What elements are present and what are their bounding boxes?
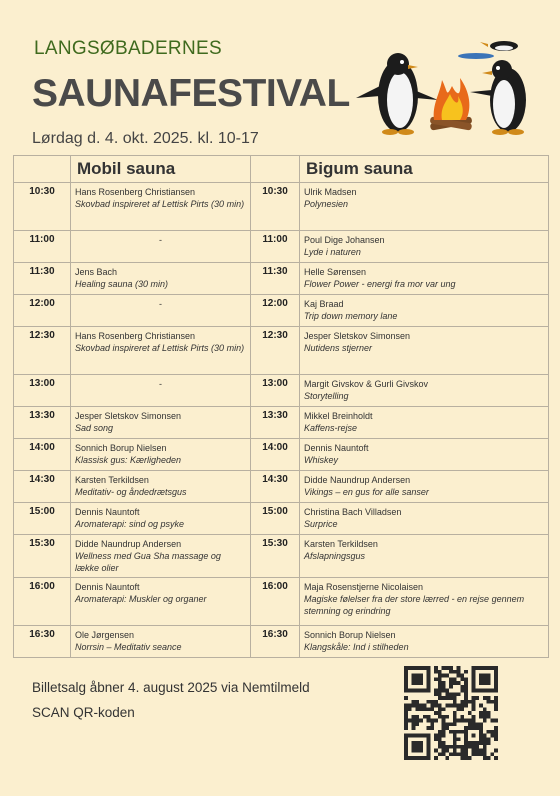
time-slot: 13:30 (14, 407, 71, 439)
qr-code[interactable] (404, 666, 498, 760)
time-slot: 13:30 (251, 407, 300, 439)
session-title: Nutidens stjerner (304, 343, 373, 353)
session-cell-mobil (71, 439, 251, 471)
session-host: Christina Bach Villadsen (304, 507, 402, 517)
session-cell-bigum (300, 626, 549, 658)
schedule-row (14, 295, 549, 327)
session-cell-bigum (300, 295, 549, 327)
session-host: Ulrik Madsen (304, 187, 357, 197)
time-slot: 12:00 (251, 295, 300, 327)
session-title: Storytelling (304, 391, 349, 401)
date-line: Lørdag d. 4. okt. 2025. kl. 10-17 (32, 130, 259, 147)
schedule-table (13, 155, 549, 658)
time-slot: 16:00 (251, 578, 300, 626)
penguins-campfire-illustration (346, 34, 536, 138)
time-slot: 13:00 (14, 375, 71, 407)
session-cell-mobil (71, 535, 251, 578)
column-header-bigum-sauna: Bigum sauna (300, 156, 549, 183)
session-title: Aromaterapi: Muskler og organer (75, 594, 207, 604)
session-host: Kaj Braad (304, 299, 344, 309)
schedule-row (14, 407, 549, 439)
time-slot: 15:00 (14, 503, 71, 535)
session-host: Hans Rosenberg Christiansen (75, 187, 196, 197)
schedule-row (14, 626, 549, 658)
session-cell-mobil (71, 231, 251, 263)
session-title: Sad song (75, 423, 114, 433)
session-cell-bigum (300, 503, 549, 535)
time-slot: 12:30 (251, 327, 300, 375)
session-host: Sonnich Borup Nielsen (304, 630, 396, 640)
schedule-row (14, 535, 549, 578)
session-host: Didde Naundrup Andersen (75, 539, 182, 549)
session-host: Jesper Sletskov Simonsen (75, 411, 182, 421)
session-host: Dennis Nauntoft (304, 443, 369, 453)
session-cell-bigum (300, 471, 549, 503)
session-host: Jesper Sletskov Simonsen (304, 331, 411, 341)
schedule-row (14, 503, 549, 535)
session-host: Poul Dige Johansen (304, 235, 385, 245)
session-title: Norrsin – Meditativ seance (75, 642, 182, 652)
session-title: Polynesien (304, 199, 349, 209)
session-cell-bigum (300, 375, 549, 407)
schedule-row (14, 375, 549, 407)
session-title: Klangskåle: Ind i stilheden (304, 642, 409, 652)
festival-subtitle: LANGSØBADERNES (34, 38, 222, 59)
session-host: Dennis Nauntoft (75, 507, 140, 517)
session-cell-mobil (71, 327, 251, 375)
session-cell-bigum (300, 439, 549, 471)
time-slot: 10:30 (251, 183, 300, 231)
session-host: Dennis Nauntoft (75, 582, 140, 592)
time-slot: 16:30 (14, 626, 71, 658)
session-cell-bigum (300, 535, 549, 578)
session-host: Didde Naundrup Andersen (304, 475, 411, 485)
time-slot: 16:30 (251, 626, 300, 658)
schedule-row (14, 231, 549, 263)
session-title: Healing sauna (30 min) (75, 279, 169, 289)
session-cell-mobil (71, 407, 251, 439)
session-cell-mobil (71, 375, 251, 407)
ticket-sale-info: Billetsalg åbner 4. august 2025 via Nemtilmeld (32, 680, 310, 695)
session-title: Wellness med Gua Sha massage og lække olier (75, 551, 221, 573)
schedule-row (14, 471, 549, 503)
session-host: - (159, 299, 162, 309)
time-slot: 14:00 (251, 439, 300, 471)
time-slot: 14:30 (251, 471, 300, 503)
time-slot: 15:30 (251, 535, 300, 578)
scan-qr-instruction: SCAN QR-koden (32, 705, 135, 720)
session-cell-mobil (71, 183, 251, 231)
session-cell-bigum (300, 407, 549, 439)
time-slot: 11:30 (251, 263, 300, 295)
session-title: Kaffens-rejse (304, 423, 358, 433)
session-host: Hans Rosenberg Christiansen (75, 331, 196, 341)
time-slot: 15:00 (251, 503, 300, 535)
session-cell-bigum (300, 263, 549, 295)
time-slot: 15:30 (14, 535, 71, 578)
time-slot: 12:00 (14, 295, 71, 327)
schedule-header-row (14, 156, 549, 183)
session-title: Meditativ- og åndedrætsgus (75, 487, 187, 497)
time-slot: 11:00 (251, 231, 300, 263)
session-host: Margit Givskov & Gurli Givskov (304, 379, 429, 389)
session-cell-bigum (300, 327, 549, 375)
session-title: Skovbad inspireret af Lettisk Pirts (30 min) (75, 199, 245, 209)
session-cell-mobil (71, 263, 251, 295)
session-cell-mobil (71, 471, 251, 503)
session-host: Mikkel Breinholdt (304, 411, 373, 421)
session-title: Whiskey (304, 455, 339, 465)
header-time-spacer-left (14, 156, 71, 183)
schedule-row (14, 578, 549, 626)
session-title: Vikings – en gus for alle sanser (304, 487, 429, 497)
session-cell-mobil (71, 578, 251, 626)
time-slot: 12:30 (14, 327, 71, 375)
session-title: Flower Power - energi fra mor var ung (304, 279, 456, 289)
time-slot: 13:00 (251, 375, 300, 407)
session-cell-mobil (71, 295, 251, 327)
session-cell-bigum (300, 578, 549, 626)
time-slot: 11:30 (14, 263, 71, 295)
session-title: Magiske følelser fra der store lærred - en rejse gennem stemning og erindring (304, 594, 525, 616)
session-title: Afslapningsgus (304, 551, 366, 561)
session-host: Jens Bach (75, 267, 118, 277)
session-cell-bigum (300, 231, 549, 263)
session-cell-bigum (300, 183, 549, 231)
session-title: Aromaterapi: sind og psyke (75, 519, 185, 529)
session-host: Ole Jørgensen (75, 630, 135, 640)
time-slot: 16:00 (14, 578, 71, 626)
festival-title: SAUNAFESTIVAL (32, 72, 350, 115)
session-title: Trip down memory lane (304, 311, 398, 321)
schedule-row (14, 183, 549, 231)
time-slot: 14:00 (14, 439, 71, 471)
session-cell-mobil (71, 503, 251, 535)
session-host: - (159, 235, 162, 245)
schedule-row (14, 263, 549, 295)
session-host: Maja Rosenstjerne Nicolaisen (304, 582, 424, 592)
session-title: Klassisk gus: Kærligheden (75, 455, 182, 465)
time-slot: 11:00 (14, 231, 71, 263)
session-title: Lyde i naturen (304, 247, 361, 257)
schedule-row (14, 439, 549, 471)
schedule-row (14, 327, 549, 375)
session-host: Karsten Terkildsen (304, 539, 378, 549)
session-title: Skovbad inspireret af Lettisk Pirts (30 min) (75, 343, 245, 353)
session-host: Sonnich Borup Nielsen (75, 443, 167, 453)
session-title: Surprice (304, 519, 338, 529)
session-host: Helle Sørensen (304, 267, 367, 277)
time-slot: 10:30 (14, 183, 71, 231)
session-host: - (159, 379, 162, 389)
column-header-mobil-sauna: Mobil sauna (71, 156, 251, 183)
session-cell-mobil (71, 626, 251, 658)
time-slot: 14:30 (14, 471, 71, 503)
session-host: Karsten Terkildsen (75, 475, 149, 485)
header-time-spacer-right (251, 156, 300, 183)
